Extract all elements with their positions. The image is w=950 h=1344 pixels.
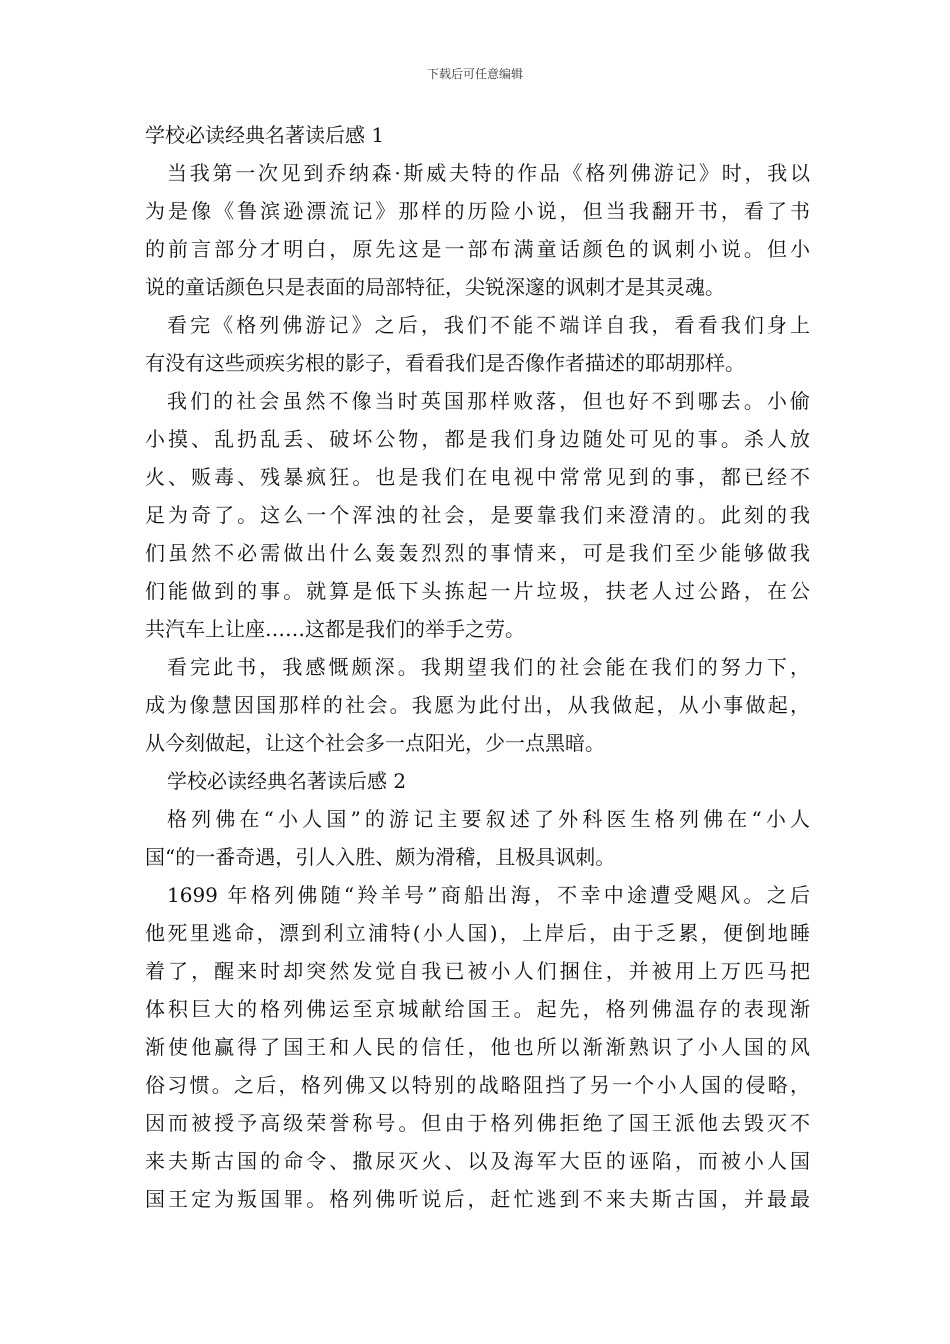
text-line: 国王定为叛国罪。格列佛听说后，赶忙逃到不来夫斯古国，并最最 [145, 1187, 810, 1211]
text-line: 当我第一次见到乔纳森·斯威夫特的作品《格列佛游记》时，我以 [167, 161, 810, 185]
text-line: 渐使他赢得了国王和人民的信任，他也所以渐渐熟识了小人国的风 [145, 1035, 810, 1059]
paragraph [145, 306, 810, 382]
text-line: 看完此书，我感慨颇深。我期望我们的社会能在我们的努力下， [167, 655, 810, 679]
paragraph [145, 648, 810, 762]
text-line: 俗习惯。之后，格列佛又以特别的战略阻挡了另一个小人国的侵略， [145, 1073, 810, 1097]
text-line: 从今刻做起，让这个社会多一点阳光，少一点黑暗。 [145, 731, 605, 755]
text-line: 国“的一番奇遇，引人入胜、颇为滑稽，且极具讽刺。 [145, 845, 616, 869]
section-title-1: 学校必读经典名著读后感 1 [145, 123, 385, 147]
page-header: 下载后可任意编辑 [426, 67, 523, 81]
text-line: 1699 年格列佛随“羚羊号”商船出海，不幸中途遭受飓风。之后 [167, 883, 810, 907]
text-line: 的前言部分才明白，原先这是一部布满童话颜色的讽刺小说。但小 [145, 237, 810, 261]
text-line: 有没有这些顽疾劣根的影子，看看我们是否像作者描述的耶胡那样。 [145, 351, 745, 375]
text-line: 格列佛在“小人国”的游记主要叙述了外科医生格列佛在“小人 [167, 807, 810, 831]
paragraph [145, 382, 810, 648]
text-line: 来夫斯古国的命令、撒尿灭火、以及海军大臣的诬陷，而被小人国 [145, 1149, 810, 1173]
text-line: 我们的社会虽然不像当时英国那样败落，但也好不到哪去。小偷 [167, 389, 810, 413]
text-line: 为是像《鲁滨逊漂流记》那样的历险小说，但当我翻开书，看了书 [145, 199, 810, 223]
text-line: 因而被授予高级荣誉称号。但由于格列佛拒绝了国王派他去毁灭不 [145, 1111, 810, 1135]
text-line: 们能做到的事。就算是低下头拣起一片垃圾，扶老人过公路，在公 [145, 579, 810, 603]
paragraph [145, 154, 810, 306]
text-line: 小摸、乱扔乱丢、破坏公物，都是我们身边随处可见的事。杀人放 [145, 427, 810, 451]
paragraph [145, 876, 810, 1218]
text-line: 着了，醒来时却突然发觉自我已被小人们捆住，并被用上万匹马把 [145, 959, 810, 983]
text-line: 他死里逃命，漂到利立浦特(小人国)，上岸后，由于乏累，便倒地睡 [145, 921, 810, 945]
text-line: 说的童话颜色只是表面的局部特征，尖锐深邃的讽刺才是其灵魂。 [145, 275, 725, 299]
paragraph [145, 800, 810, 876]
text-line: 共汽车上让座……这都是我们的举手之劳。 [145, 617, 525, 641]
text-line: 们虽然不必需做出什么轰轰烈烈的事情来，可是我们至少能够做我 [145, 541, 810, 565]
text-line: 看完《格列佛游记》之后，我们不能不端详自我，看看我们身上 [167, 313, 810, 337]
text-line: 足为奇了。这么一个浑浊的社会，是要靠我们来澄清的。此刻的我 [145, 503, 810, 527]
document-body [145, 116, 810, 1218]
text-line: 成为像慧因国那样的社会。我愿为此付出，从我做起，从小事做起， [145, 693, 810, 717]
text-line: 火、贩毒、残暴疯狂。也是我们在电视中常常见到的事，都已经不 [145, 465, 810, 489]
text-line: 体积巨大的格列佛运至京城献给国王。起先，格列佛温存的表现渐 [145, 997, 810, 1021]
section-title-2: 学校必读经典名著读后感 2 [167, 769, 407, 793]
